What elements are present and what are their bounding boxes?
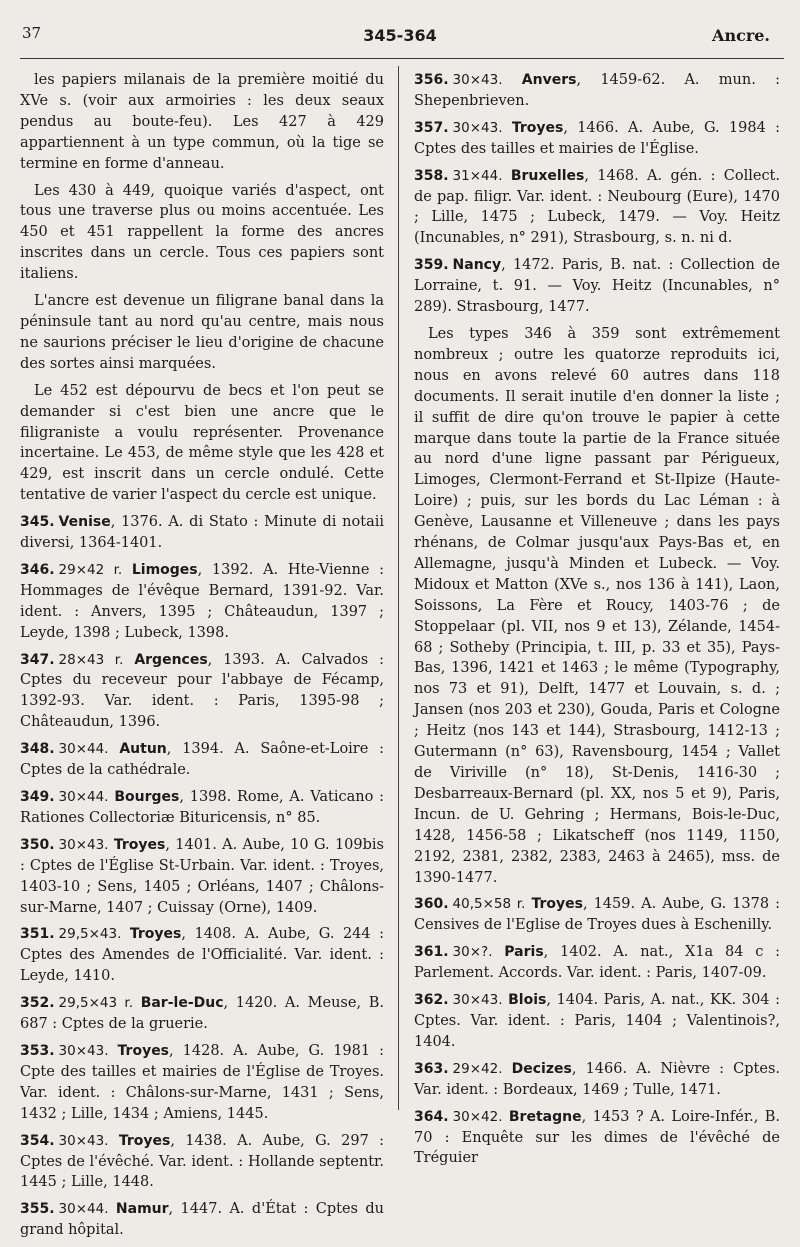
entry-text: , 1404. Paris, A. nat., KK. 304 : Cptes. Var. ident. : Paris, 1404 ; Valentinois?, 1404.	[414, 992, 781, 1050]
summary-paragraph: Les types 346 à 359 sont extrêmement nombreux ; outre les quatorze reproduits ici, nous en avons relevé 60 autres dans 118 documents. Il serait inutile d'en donner la liste ; il suffit de dire qu'on trouve le papier à cette marque dans toute la partie de la France située au nord d'une ligne passant par Périgueux, Limoges, Clermont-Ferrand et St-Ilpize (Haute-Loire) ; puis, sur les bords du Lac Léman : à Genève, Lausanne et Villeneuve ; dans les pays rhénans, de Colmar jusqu'aux Pays-Bas et, en Allemagne, jusqu'à Minden et Lubeck. — Voy. Midoux et Matton (XVe s., nos 136 à 141), Laon, Soissons, La Fère et Roucy, 1403-76 ; de Stoppelaar (pl. VII, nos 9 et 13), Zélande, 1454-68 ; Sotheby (Principia, t. III, p. 33 et 35), Pays-Bas, 1396, 1421 et 1463 ; le même (Typography, nos 73 et 91), Delft, 1477 et Louvain, s. d. ; Jansen (nos 203 et 230), Gouda, Paris et Cologne ; Heitz (nos 143 et 144), Strasbourg, 1412-13 ; Gutermann (n° 63), Ravensbourg, 1454 ; Vallet de Viriville (n° 18), St-Denis, 1416-30 ; Desbarreaux-Bernard (pl. XX, nos 5 et 9), Paris, Incun. de U. Gehring ; Hermans, Bois-le-Duc, 1428, 1456-58 ; Likatscheff (nos 1149, 1150, 2192, 2381, 2382, 2383, 2463 à 2465), mss. de 1390-1477.	[414, 325, 780, 886]
catalog-entry	[20, 835, 384, 919]
catalog-entry	[20, 512, 384, 554]
entry-text: , 1402. A. nat., X1a 84 c : Parlement. Accords. Var. ident. : Paris, 1407-09.	[414, 944, 780, 982]
entry-format: 31×44.	[452, 167, 503, 184]
left-paragraph: L'ancre est devenue un filigrane banal dans la péninsule tant au nord qu'au centre, mais nous ne saurions préciser le lieu d'origine de chacune des sortes ainsi marquées.	[20, 293, 384, 372]
entry-place: Paris	[504, 944, 544, 961]
entry-text: , 1466. A. Nièvre : Cptes. Var. ident. : Bordeaux, 1469 ; Tulle, 1471.	[414, 1060, 780, 1098]
catalog-entry	[414, 942, 780, 984]
catalog-entry	[414, 1107, 780, 1170]
entry-place: Bruxelles	[510, 167, 585, 184]
entry-format: 30×42.	[452, 1108, 503, 1125]
entry-number: 350.	[20, 836, 55, 853]
right-entries-bottom	[414, 894, 780, 1169]
catalog-entry	[20, 650, 384, 734]
entry-text: , 1466. A. Aube, G. 1984 : Cptes des tailles et mairies de l'Église.	[414, 119, 780, 157]
entry-text: , 1401. A. Aube, 10 G. 109bis : Cptes de l'Église St-Urbain. Var. ident. : Troyes, 1403-10 ; Sens, 1405 ; Orléans, 1407 ; Châlons-sur-Marne, 1407 ; Cuissay (Orne), 1409.	[20, 836, 384, 916]
entry-place: Blois	[508, 992, 547, 1009]
entry-place: Namur	[115, 1201, 169, 1218]
entry-place: Troyes	[113, 836, 166, 853]
entry-number: 348.	[20, 741, 55, 758]
section-title: Ancre.	[712, 26, 770, 45]
entry-format: 29,5×43.	[58, 926, 122, 943]
entry-format: 30×44.	[58, 741, 109, 758]
page-header	[0, 18, 800, 52]
catalog-entry	[20, 1041, 384, 1125]
catalog-entry	[414, 166, 780, 250]
entry-place: Troyes	[531, 896, 583, 913]
entry-number: 353.	[20, 1042, 55, 1059]
entry-format: 30×44.	[58, 1201, 109, 1218]
catalog-entry	[20, 739, 384, 781]
entry-text: , 1376. A. di Stato : Minute di notaii diversi, 1364-1401.	[20, 514, 384, 552]
left-entries	[20, 512, 384, 1241]
entry-place: Bar-le-Duc	[140, 995, 224, 1012]
entry-place: Bretagne	[508, 1108, 582, 1125]
entry-text: , 1472. Paris, B. nat. : Collection de Lorraine, t. 91. — Voy. Heitz (Incunables, n° 289). Strasbourg, 1477.	[414, 257, 780, 316]
entry-text: , 1398. Rome, A. Vaticano : Rationes Collectoriæ Bituricensis, n° 85.	[20, 789, 385, 826]
page-number: 37	[22, 24, 42, 42]
catalog-entry	[20, 1199, 384, 1241]
entry-number: 363.	[414, 1060, 449, 1077]
entry-format: 30×43.	[58, 836, 109, 853]
left-paragraph: Les 430 à 449, quoique variés d'aspect, ont tous une traverse plus ou moins accentuée. Les 450 et 451 rappellent la forme des ancres inscrites dans un cercle. Tous ces papiers sont italiens.	[20, 182, 384, 283]
catalog-entry	[20, 993, 384, 1035]
entry-place: Troyes	[118, 1132, 171, 1149]
entry-format: 29×42 r.	[58, 561, 123, 578]
entry-text: , 1392. A. Hte-Vienne : Hommages de l'évêque Bernard, 1391-92. Var. ident. : Anvers, 1395 ; Châteaudun, 1397 ; Leyde, 1398 ; Lubeck, 1398.	[20, 561, 384, 641]
entry-place: Anvers	[521, 72, 577, 88]
entry-format: 30×43.	[452, 119, 503, 136]
entry-format: 30×44.	[58, 789, 109, 805]
catalog-entry	[20, 787, 384, 829]
entry-format: 40,5×58 r.	[452, 896, 526, 913]
entry-number: 358.	[414, 167, 449, 184]
catalog-entry	[414, 255, 780, 318]
column-divider	[398, 66, 399, 1110]
entry-place: Nancy	[452, 257, 502, 274]
entry-place: Troyes	[511, 119, 564, 136]
entry-number: 349.	[20, 789, 55, 805]
entry-format: 29,5×43 r.	[58, 995, 134, 1012]
entry-range: 345-364	[363, 26, 437, 45]
entry-number: 354.	[20, 1132, 55, 1149]
entry-number: 355.	[20, 1201, 55, 1218]
catalog-entry	[414, 70, 780, 112]
entry-number: 359.	[414, 257, 449, 274]
entry-text: , 1393. A. Calvados : Cptes du receveur pour l'abbaye de Fécamp, 1392-93. Var. ident. : Paris, 1395-98 ; Châteaudun, 1396.	[20, 651, 385, 731]
entry-place: Decizes	[511, 1060, 572, 1077]
entry-number: 361.	[414, 944, 449, 961]
entry-number: 351.	[20, 926, 55, 943]
entry-place: Troyes	[129, 926, 182, 943]
left-paragraph: Le 452 est dépourvu de becs et l'on peut se demander si c'est bien une ancre que le filigraniste a voulu représenter. Provenance incertaine. Le 453, de même style que les 428 et 429, est inscrit dans un cercle ondulé. Cette tentative de varier l'aspect du cercle est unique.	[20, 382, 384, 504]
entry-text: , 1459-62. A. mun. : Shepenbrieven.	[414, 72, 780, 109]
catalog-entry	[20, 1131, 384, 1194]
catalog-entry	[414, 1059, 780, 1101]
entry-text: , 1459. A. Aube, G. 1378 : Censives de l'Eglise de Troyes dues à Eschenilly.	[414, 896, 780, 934]
catalog-entry	[414, 894, 780, 936]
entry-place: Limoges	[131, 561, 198, 578]
entry-text: , 1453 ? A. Loire-Infér., B. 70 : Enquête sur les dimes de l'évêché de Tréguier	[414, 1108, 781, 1167]
catalog-entry	[414, 118, 780, 160]
entry-number: 347.	[20, 651, 55, 668]
entry-text: , 1394. A. Saône-et-Loire : Cptes de la cathédrale.	[20, 741, 385, 779]
entry-text: , 1420. A. Meuse, B. 687 : Cptes de la gruerie.	[20, 995, 384, 1033]
entry-number: 360.	[414, 896, 449, 913]
entry-number: 364.	[414, 1108, 449, 1125]
left-column	[20, 70, 384, 1247]
catalog-entry	[414, 990, 780, 1053]
entry-number: 346.	[20, 561, 55, 578]
entry-number: 345.	[20, 514, 55, 531]
catalog-entry	[20, 924, 384, 987]
entry-format: 30×43.	[58, 1132, 109, 1149]
left-paragraph: les papiers milanais de la première moitié du XVe s. (voir aux armoiries : les deux seaux pendus au boute-feu). Les 427 à 429 appartiennent à un type commun, où la tige se termine en forme d'anneau.	[20, 72, 384, 172]
entry-text: , 1468. A. gén. : Collect. de pap. filigr. Var. ident. : Neubourg (Eure), 1470 ; Lille, 1475 ; Lubeck, 1479. — Voy. Heitz (Incunables, n° 291), Strasbourg, s. n. ni d.	[414, 167, 780, 247]
entry-format: 29×42.	[452, 1060, 503, 1077]
right-entries-top	[414, 70, 780, 318]
entry-format: 30×?.	[452, 944, 493, 961]
right-column	[414, 70, 780, 1175]
header-rule	[20, 58, 784, 59]
entry-text: , 1447. A. d'État : Cptes du grand hôpital.	[20, 1201, 384, 1239]
entry-place: Autun	[119, 741, 167, 758]
entry-text: , 1408. A. Aube, G. 244 : Cptes des Amendes de l'Officialité. Var. ident. : Leyde, 1410.	[20, 926, 384, 985]
entry-format: 30×43.	[452, 72, 503, 88]
entry-place: Venise	[58, 514, 111, 531]
entry-place: Bourges	[114, 789, 180, 805]
left-paragraphs	[20, 70, 384, 506]
entry-number: 357.	[414, 119, 449, 136]
entry-text: , 1438. A. Aube, G. 297 : Cptes de l'évêché. Var. ident. : Hollande septentr. 1445 ; Lille, 1448.	[20, 1132, 385, 1191]
catalog-entry	[20, 560, 384, 644]
entry-place: Argences	[134, 651, 208, 668]
entry-number: 362.	[414, 992, 449, 1009]
entry-format: 28×43 r.	[58, 651, 124, 668]
entry-format: 30×43.	[58, 1042, 109, 1059]
entry-number: 356.	[414, 72, 449, 88]
entry-text: , 1428. A. Aube, G. 1981 : Cpte des tailles et mairies de l'Église de Troyes. Var. ident. : Châlons-sur-Marne, 1431 ; Sens, 1432 ; Lille, 1434 ; Amiens, 1445.	[20, 1042, 385, 1122]
entry-format: 30×43.	[452, 992, 503, 1009]
entry-number: 352.	[20, 995, 55, 1012]
entry-place: Troyes	[117, 1042, 170, 1059]
